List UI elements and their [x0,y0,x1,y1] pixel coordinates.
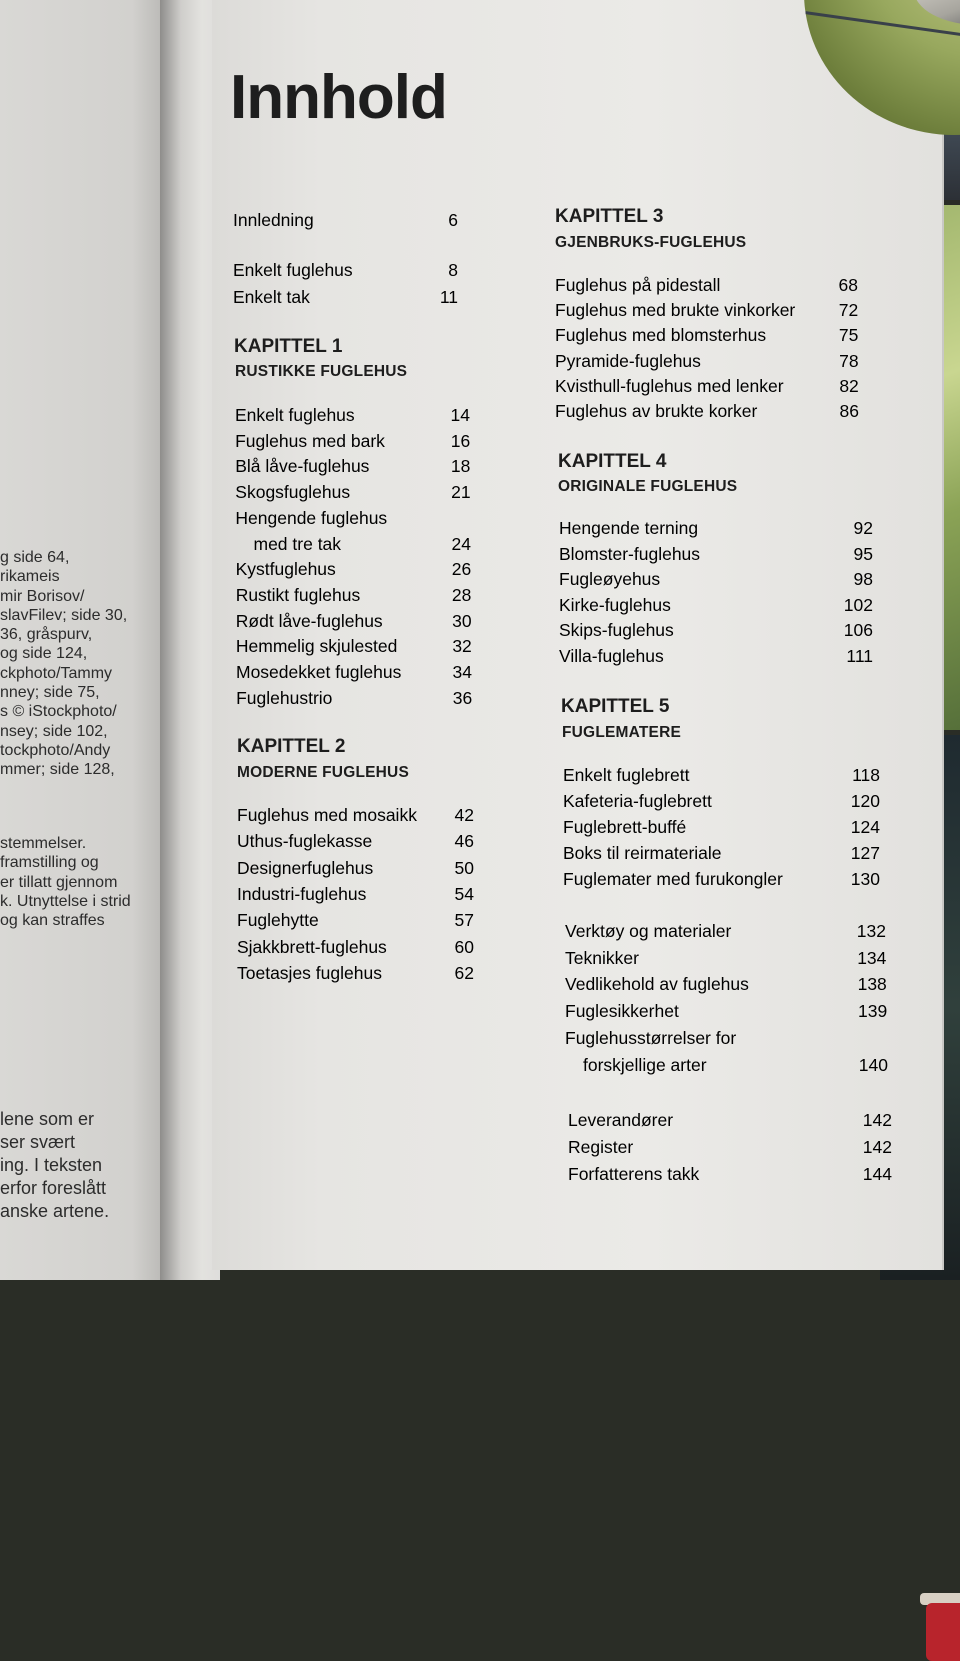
toc-entry [233,260,458,281]
toc-entry-label: Enkelt fuglehus [235,405,355,425]
toc-entry [235,405,470,426]
toc-entry-page: 95 [853,543,873,564]
toc-entry-page: 132 [856,921,886,941]
toc-entry-page: 142 [862,1110,892,1130]
toc-entry [555,350,859,372]
toc-entry-label: Pyramide-fuglehus [555,350,701,371]
toc-entry-page: 62 [454,962,474,983]
toc-entry-page: 32 [452,636,472,657]
toc-entry-label: Enkelt fuglehus [233,260,353,280]
toc-entry-page: 26 [451,559,472,580]
toc-entry-page: 11 [439,287,458,307]
toc-entry-page: 140 [858,1055,888,1075]
toc-entry-label: Fuglehustrio [236,687,333,708]
toc-entry-page: 75 [838,325,859,346]
toc-entry [235,559,472,580]
toc-entry-page: 24 [451,533,471,554]
toc-entry [236,533,471,555]
toc-entry-page: 82 [839,375,859,396]
left-page-line: slavFilev; side 30, [0,606,128,624]
toc-entry-page: 130 [850,869,880,889]
toc-entry [559,594,873,616]
toc-entry-page: 142 [862,1137,892,1157]
toc-entry-label: Fuglehus på pidestall [555,275,721,295]
toc-entry-page: 127 [850,843,880,863]
toc-entry-label: Enkelt fuglebrett [563,765,690,785]
chapter-subtitle: FUGLEMATERE [562,724,682,741]
left-page-line: mir Borisov/ [0,587,85,605]
toc-entry-label: Hengende terning [559,518,699,538]
toc-entry-label: Designerfuglehus [237,857,374,878]
toc-entry [235,430,471,452]
toc-entry-label: Mosedekket fuglehus [236,662,402,682]
chapter-heading: KAPITTEL 3 [555,206,664,227]
toc-entry [235,482,471,503]
toc-entry-label: Leverandører [568,1110,674,1130]
toc-entry-label: Kafeteria-fuglebrett [563,791,712,811]
toc-entry-label: Kystfuglehus [235,559,336,580]
left-page-line: s © iStockphoto/ [0,703,117,721]
toc-entry-label: Fuglesikkerhet [565,1001,679,1021]
toc-entry-page: 92 [853,518,873,538]
chapter-heading: KAPITTEL 5 [561,696,670,717]
toc-entry-label: Blomster-fuglehus [559,543,701,564]
toc-entry-label: Rustikt fuglehus [235,584,361,605]
toc-entry-page: 102 [843,594,873,615]
toc-entry-label: Fuglehus med brukte vinkorker [555,300,796,321]
toc-entry [565,948,887,969]
toc-entry-label: Verktøy og materialer [565,921,732,941]
toc-entry [555,401,859,422]
toc-entry [559,646,873,667]
left-page-line: lene som er [0,1109,95,1129]
toc-entry-label: Fuglehus med blomsterhus [555,325,767,346]
book-gutter [160,0,220,1280]
left-page-line: erfor foreslått [0,1178,107,1198]
toc-entry-label: Boks til reirmateriale [563,843,722,863]
toc-entry [559,518,873,539]
toc-entry [236,662,472,683]
left-page-line: er tillatt gjennom [0,873,118,891]
left-page-line: rikameis [0,568,60,586]
page-title: Innhold [230,63,447,132]
toc-entry [233,287,458,308]
left-page-line: ckphoto/Tammy [0,664,113,682]
left-page-line: ing. I teksten [0,1155,103,1175]
toc-entry-label: Hengende fuglehus [235,507,388,528]
toc-entry-page: 18 [450,456,471,477]
toc-entry [565,974,887,995]
toc-entry [555,375,859,397]
toc-entry-label: Uthus-fuglekasse [237,831,373,852]
toc-entry-page: 124 [850,817,880,837]
left-page-line: anske artene. [0,1201,110,1221]
toc-entry-label: Blå låve-fuglehus [235,456,370,477]
note-block [0,1108,165,1223]
toc-entry-page: 144 [862,1164,892,1184]
toc-entry-label: Fuglemater med furukongler [563,869,783,889]
toc-entry-label: Skogsfuglehus [235,482,351,503]
toc-entry-page: 86 [839,401,859,421]
toc-entry [559,620,873,641]
left-page-line: tockphoto/Andy [0,741,111,759]
toc-entry [559,543,873,565]
toc-entry [559,569,873,590]
barbed-wire-shape [805,11,960,56]
toc-entry-page: 98 [853,569,873,590]
toc-entry-label: Kirke-fuglehus [559,594,671,615]
left-page-line: framstilling og [0,854,99,872]
chapter-heading: KAPITTEL 1 [234,336,343,357]
toc-entry-page: 46 [454,831,474,852]
left-page-line: og side 124, [0,645,88,663]
chapter-subtitle: MODERNE FUGLEHUS [237,764,409,781]
toc-entry-label: Forfatterens takk [568,1164,700,1184]
toc-entry-page: 30 [452,610,472,631]
left-page-line: stemmelser. [0,835,87,852]
toc-entry-page: 28 [451,584,472,605]
toc-entry-page: 42 [454,805,474,825]
left-page-line: k. Utnyttelse i strid [0,892,131,910]
toc-entry-page: 57 [454,910,474,931]
toc-entry-label: Innledning [233,210,314,230]
toc-entry-label: Skips-fuglehus [559,620,674,641]
toc-entry-page: 68 [838,275,858,295]
toc-entry-page: 8 [448,260,458,280]
toc-entry [235,508,387,529]
toc-entry-label: Industri-fuglehus [237,883,367,904]
toc-entry [237,910,474,931]
toc-entry-label: Fuglehus med bark [235,430,385,451]
toc-entry-label: Fuglehytte [237,910,319,931]
toc-entry-label: Register [568,1137,634,1157]
left-page-line: g side 64, [0,549,70,566]
left-page-line: nney; side 75, [0,684,100,702]
toc-entry-label: Hemmelig skjulested [235,636,398,657]
toc-entry-page: 60 [454,936,474,957]
toc-entry [568,1137,892,1158]
left-page [0,0,165,1280]
toc-entry [237,805,474,826]
toc-entry-label: Enkelt tak [233,287,310,307]
toc-entry [568,1164,892,1185]
chapter-subtitle: RUSTIKKE FUGLEHUS [235,363,408,380]
left-page-line: nsey; side 102, [0,722,108,740]
toc-entry-label: Kvisthull-fuglehus med lenker [555,375,784,396]
toc-entry [235,584,472,606]
toc-entry [563,791,880,812]
toc-entry-page: 34 [452,662,472,682]
toc-entry-label: Toetasjes fuglehus [237,962,382,983]
toc-entry [563,817,880,838]
rights-block [0,834,165,930]
toc-entry [568,1110,892,1131]
chapter-heading: KAPITTEL 2 [237,736,346,757]
toc-entry-page: 139 [857,1001,888,1021]
left-page-line: ser svært [0,1132,76,1152]
toc-entry [555,300,859,321]
feeder-body-shape [926,1603,960,1661]
toc-entry-label: Rødt låve-fuglehus [235,610,383,631]
toc-entry-label: forskjellige arter [583,1055,707,1075]
toc-entry [555,325,859,346]
toc-entry [563,843,880,864]
toc-entry [235,456,471,477]
toc-entry-page: 21 [451,482,471,503]
toc-entry [236,687,473,709]
toc-entry [237,831,474,852]
toc-entry-page: 54 [454,883,474,904]
toc-entry-label: Fuglehusstørrelser for [565,1028,737,1048]
bird-body-shape [914,0,960,25]
toc-entry-page: 72 [838,300,859,321]
toc-entry [565,1028,736,1049]
toc-entry-label: Sjakkbrett-fuglehus [237,936,387,957]
toc-entry [563,869,880,890]
bird-photo [804,0,960,135]
toc-entry-label: Fuglehus med mosaikk [237,805,417,825]
chapter-subtitle: ORIGINALE FUGLEHUS [558,478,738,495]
toc-entry-page: 78 [839,350,859,371]
toc-entry [555,275,858,296]
credits-block [0,548,165,780]
toc-entry-label: Villa-fuglehus [559,646,664,666]
toc-entry-page: 36 [452,687,473,708]
toc-entry-label: Fugleøyehus [559,569,661,590]
toc-entry-label: Teknikker [565,948,639,968]
toc-entry [237,857,474,879]
toc-entry [235,636,472,657]
toc-entry-page: 6 [448,210,458,230]
toc-entry-page: 14 [450,405,470,425]
toc-entry [237,936,474,958]
toc-entry-label: med tre tak [253,533,342,554]
toc-entry-page: 106 [843,620,873,641]
toc-entry [565,1001,888,1022]
toc-entry-label: Fuglehus av brukte korker [555,401,758,421]
toc-entry-page: 16 [450,430,471,451]
toc-entry-page: 50 [454,857,474,878]
left-page-line: mmer; side 128, [0,761,115,779]
toc-entry-page: 120 [850,791,880,811]
toc-entry [235,610,472,632]
toc-entry [237,883,474,905]
toc-entry [565,921,886,942]
toc-entry [237,962,474,984]
toc-entry [563,765,880,786]
chapter-subtitle: GJENBRUKS-FUGLEHUS [555,234,747,251]
left-page-line: og kan straffes [0,912,105,930]
chapter-heading: KAPITTEL 4 [558,451,667,472]
toc-entry-page: 134 [857,948,887,968]
toc-entry-page: 118 [852,765,880,785]
toc-entry [233,210,458,231]
toc-entry-page: 111 [846,646,873,666]
toc-entry-label: Fuglebrett-buffé [563,817,687,837]
left-page-line: 36, gråspurv, [0,626,93,644]
toc-entry [565,1055,888,1076]
toc-entry-label: Vedlikehold av fuglehus [565,974,749,994]
toc-entry-page: 138 [857,974,887,994]
